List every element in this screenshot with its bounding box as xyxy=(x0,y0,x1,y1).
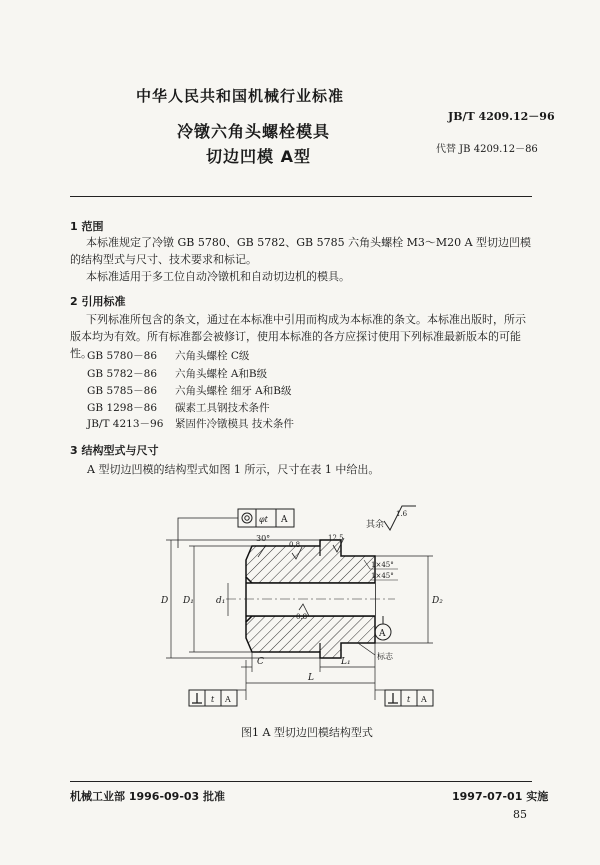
perpendicularity-datum-right: A xyxy=(421,695,427,704)
section-3-heading: 3 结构型式与尺寸 xyxy=(70,444,159,457)
reference-code: GB 5782－86 xyxy=(87,368,158,380)
perpendicularity-frame-right xyxy=(375,690,433,706)
effective-date: 1997-07-01 实施 xyxy=(452,790,549,803)
dimension-d1: d₁ xyxy=(216,596,226,606)
reference-code: GB 1298－86 xyxy=(87,402,158,414)
approval-date: 机械工业部 1996-09-03 批准 xyxy=(70,790,226,803)
dimension-D2: D₂ xyxy=(432,596,443,606)
section-1-heading: 1 范围 xyxy=(70,220,104,233)
title-line-2: 切边凹模 A型 xyxy=(206,147,311,166)
section-1-paragraph-1: 本标准规定了冷镦 GB 5780、GB 5782、GB 5785 六角头螺栓 M3～M20 A 型切边凹模的结构型式与尺寸、技术要求和标记。 xyxy=(70,236,532,266)
reference-code: GB 5780－86 xyxy=(87,350,158,362)
page-number: 85 xyxy=(513,808,527,821)
coaxiality-tolerance-frame xyxy=(178,509,294,548)
die-section xyxy=(226,540,395,658)
roughness-top-value: 12.5 xyxy=(328,534,344,542)
roughness-rest-value: 1.6 xyxy=(396,510,408,518)
title-line-1: 冷镦六角头螺栓模具 xyxy=(177,122,331,141)
reference-title: 六角头螺栓 A和B级 xyxy=(175,368,268,380)
section-2-paragraph: 下列标准所包含的条文，通过在本标准中引用而构成为本标准的条文。本标准出版时，所示版本均为有效。所有标准都会被修订，使用本标准的各方应探讨使用下列标准最新版本的可能性。 xyxy=(70,313,526,360)
dimension-D: D xyxy=(161,596,169,606)
perpendicularity-frame-left xyxy=(189,690,246,706)
perpendicularity-tolerance-left: t xyxy=(211,695,215,704)
coaxiality-datum: A xyxy=(281,515,288,525)
standard-number: JB/T 4209.12－96 xyxy=(448,110,555,123)
chamfer-1-label: 1×45° xyxy=(371,561,394,569)
dimension-L: L xyxy=(308,673,314,683)
reference-title: 六角头螺栓 C级 xyxy=(175,350,250,362)
chamfer-angle-label: 30° xyxy=(256,534,271,543)
reference-title: 碳素工具钢技术条件 xyxy=(175,402,270,414)
dimension-D1: D₁ xyxy=(183,596,194,606)
coaxiality-tolerance-value: φt xyxy=(259,515,268,524)
section-2-heading: 2 引用标准 xyxy=(70,295,126,308)
datum-a-symbol xyxy=(375,616,391,640)
roughness-bore-1: 0.8 xyxy=(289,541,301,549)
reference-title: 六角头螺栓 细牙 A和B级 xyxy=(175,385,292,397)
footer-divider xyxy=(70,781,532,782)
dimension-L1: L₁ xyxy=(341,657,351,667)
perpendicularity-datum-left: A xyxy=(225,695,231,704)
replaces-standard: 代替 JB 4209.12－86 xyxy=(436,144,538,155)
chamfer-2-label: 1×45° xyxy=(371,572,394,580)
roughness-rest-label: 其余 xyxy=(366,520,385,530)
perpendicularity-tolerance-right: t xyxy=(407,695,411,704)
datum-label: A xyxy=(379,629,386,639)
section-3-paragraph: A 型切边凹模的结构型式如图 1 所示，尺寸在表 1 中给出。 xyxy=(87,463,380,476)
section-1-paragraph-2: 本标准适用于多工位自动冷镦机和自动切边机的模具。 xyxy=(86,270,350,283)
figure-caption: 图1 A 型切边凹模结构型式 xyxy=(241,726,373,739)
reference-title: 紧固件冷镦模具 技术条件 xyxy=(175,418,294,430)
roughness-rest-symbol xyxy=(366,506,416,530)
dimension-C: C xyxy=(257,657,264,667)
roughness-bore-2: 0.8 xyxy=(296,613,308,621)
reference-code: JB/T 4213－96 xyxy=(87,418,164,430)
marking-label: 标志 xyxy=(377,652,393,661)
reference-code: GB 5785－86 xyxy=(87,385,158,397)
issuing-organization: 中华人民共和国机械行业标准 xyxy=(136,87,345,105)
